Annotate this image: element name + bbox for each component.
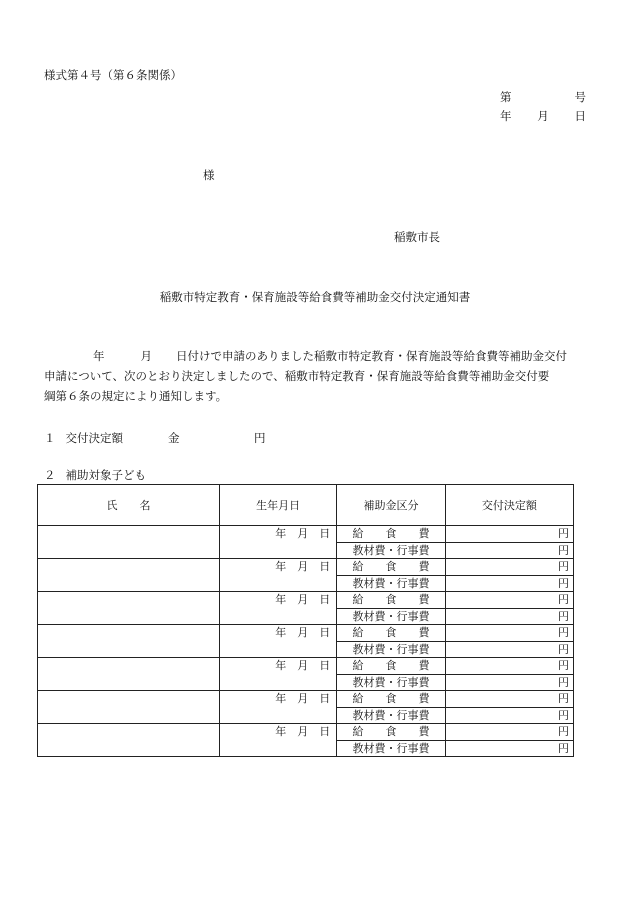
amount-meal-cell: 円 [445, 559, 573, 576]
type-material-cell: 教材費・行事費 [337, 641, 445, 658]
doc-no-suffix: 号 [574, 90, 586, 104]
children-table [37, 484, 574, 757]
grant-amount-item [44, 430, 266, 446]
body-line-2: 申請について、次のとおり決定しましたので、稲敷市特定教育・保育施設等給食費等補助金交付要 [44, 369, 550, 383]
item2-label: 補助対象子ども [65, 468, 146, 482]
type-material-cell: 教材費・行事費 [337, 674, 445, 691]
item1-number: １ [44, 431, 56, 445]
item2-number: ２ [44, 468, 56, 482]
type-meal-cell: 給 食 費 [337, 625, 445, 642]
type-material-cell: 教材費・行事費 [337, 740, 445, 757]
doc-no-prefix: 第 [500, 90, 512, 104]
type-meal-cell: 給 食 費 [337, 526, 445, 543]
header-type: 補助金区分 [337, 485, 445, 526]
addressee: 様 [203, 168, 215, 182]
table-row [38, 691, 574, 708]
child-name-cell [38, 625, 220, 658]
birth-date-cell: 年 月 日 [219, 592, 336, 625]
amount-meal-cell: 円 [445, 625, 573, 642]
birth-date-cell: 年 月 日 [219, 625, 336, 658]
type-meal-cell: 給 食 費 [337, 559, 445, 576]
birth-date-cell: 年 月 日 [219, 526, 336, 559]
body-line-1 [44, 346, 590, 366]
amount-meal-cell: 円 [445, 724, 573, 741]
child-name-cell [38, 658, 220, 691]
amount-material-cell: 円 [445, 674, 573, 691]
amount-material-cell: 円 [445, 542, 573, 559]
type-meal-cell: 給 食 費 [337, 658, 445, 675]
birth-date-cell: 年 月 日 [219, 658, 336, 691]
type-material-cell: 教材費・行事費 [337, 608, 445, 625]
amount-material-cell: 円 [445, 641, 573, 658]
table-row [38, 724, 574, 741]
body-paragraph [44, 346, 590, 406]
type-meal-cell: 給 食 費 [337, 691, 445, 708]
table-row [38, 658, 574, 675]
amount-material-cell: 円 [445, 575, 573, 592]
header-birth: 生年月日 [219, 485, 336, 526]
child-name-cell [38, 526, 220, 559]
item1-kin: 金 [168, 431, 180, 445]
birth-date-cell: 年 月 日 [219, 724, 336, 757]
birth-date-cell: 年 月 日 [219, 691, 336, 724]
child-name-cell [38, 724, 220, 757]
child-name-cell [38, 559, 220, 592]
type-meal-cell: 給 食 費 [337, 592, 445, 609]
child-name-cell [38, 592, 220, 625]
item1-label: 交付決定額 [65, 431, 123, 445]
subsidy-children-item [44, 467, 146, 483]
form-number: 様式第４号（第６条関係） [44, 68, 182, 82]
document-title: 稲敷市特定教育・保育施設等給食費等補助金交付決定通知書 [159, 290, 471, 304]
amount-meal-cell: 円 [445, 658, 573, 675]
table-row [38, 592, 574, 609]
date-year: 年 [500, 109, 512, 123]
header-amount: 交付決定額 [445, 485, 573, 526]
table-row [38, 625, 574, 642]
body-date-year: 年 [93, 349, 105, 363]
table-body [38, 526, 574, 757]
amount-meal-cell: 円 [445, 691, 573, 708]
type-material-cell: 教材費・行事費 [337, 707, 445, 724]
type-material-cell: 教材費・行事費 [337, 542, 445, 559]
amount-material-cell: 円 [445, 608, 573, 625]
date-day: 日 [574, 109, 586, 123]
document-date [500, 108, 586, 124]
date-month: 月 [537, 109, 549, 123]
amount-meal-cell: 円 [445, 526, 573, 543]
item1-yen: 円 [254, 431, 266, 445]
amount-material-cell: 円 [445, 707, 573, 724]
amount-meal-cell: 円 [445, 592, 573, 609]
table-header-row [38, 485, 574, 526]
type-material-cell: 教材費・行事費 [337, 575, 445, 592]
header-name: 氏 名 [38, 485, 220, 526]
amount-material-cell: 円 [445, 740, 573, 757]
body-line-1-text: 日付けで申請のありました稲敷市特定教育・保育施設等給食費等補助金交付 [176, 349, 567, 363]
body-line-3: 綱第６条の規定により通知します。 [44, 389, 228, 403]
type-meal-cell: 給 食 費 [337, 724, 445, 741]
child-name-cell [38, 691, 220, 724]
birth-date-cell: 年 月 日 [219, 559, 336, 592]
table-row [38, 559, 574, 576]
table-row [38, 526, 574, 543]
body-date-month: 月 [140, 349, 152, 363]
issuer: 稲敷市長 [394, 230, 440, 244]
document-number [500, 89, 586, 105]
